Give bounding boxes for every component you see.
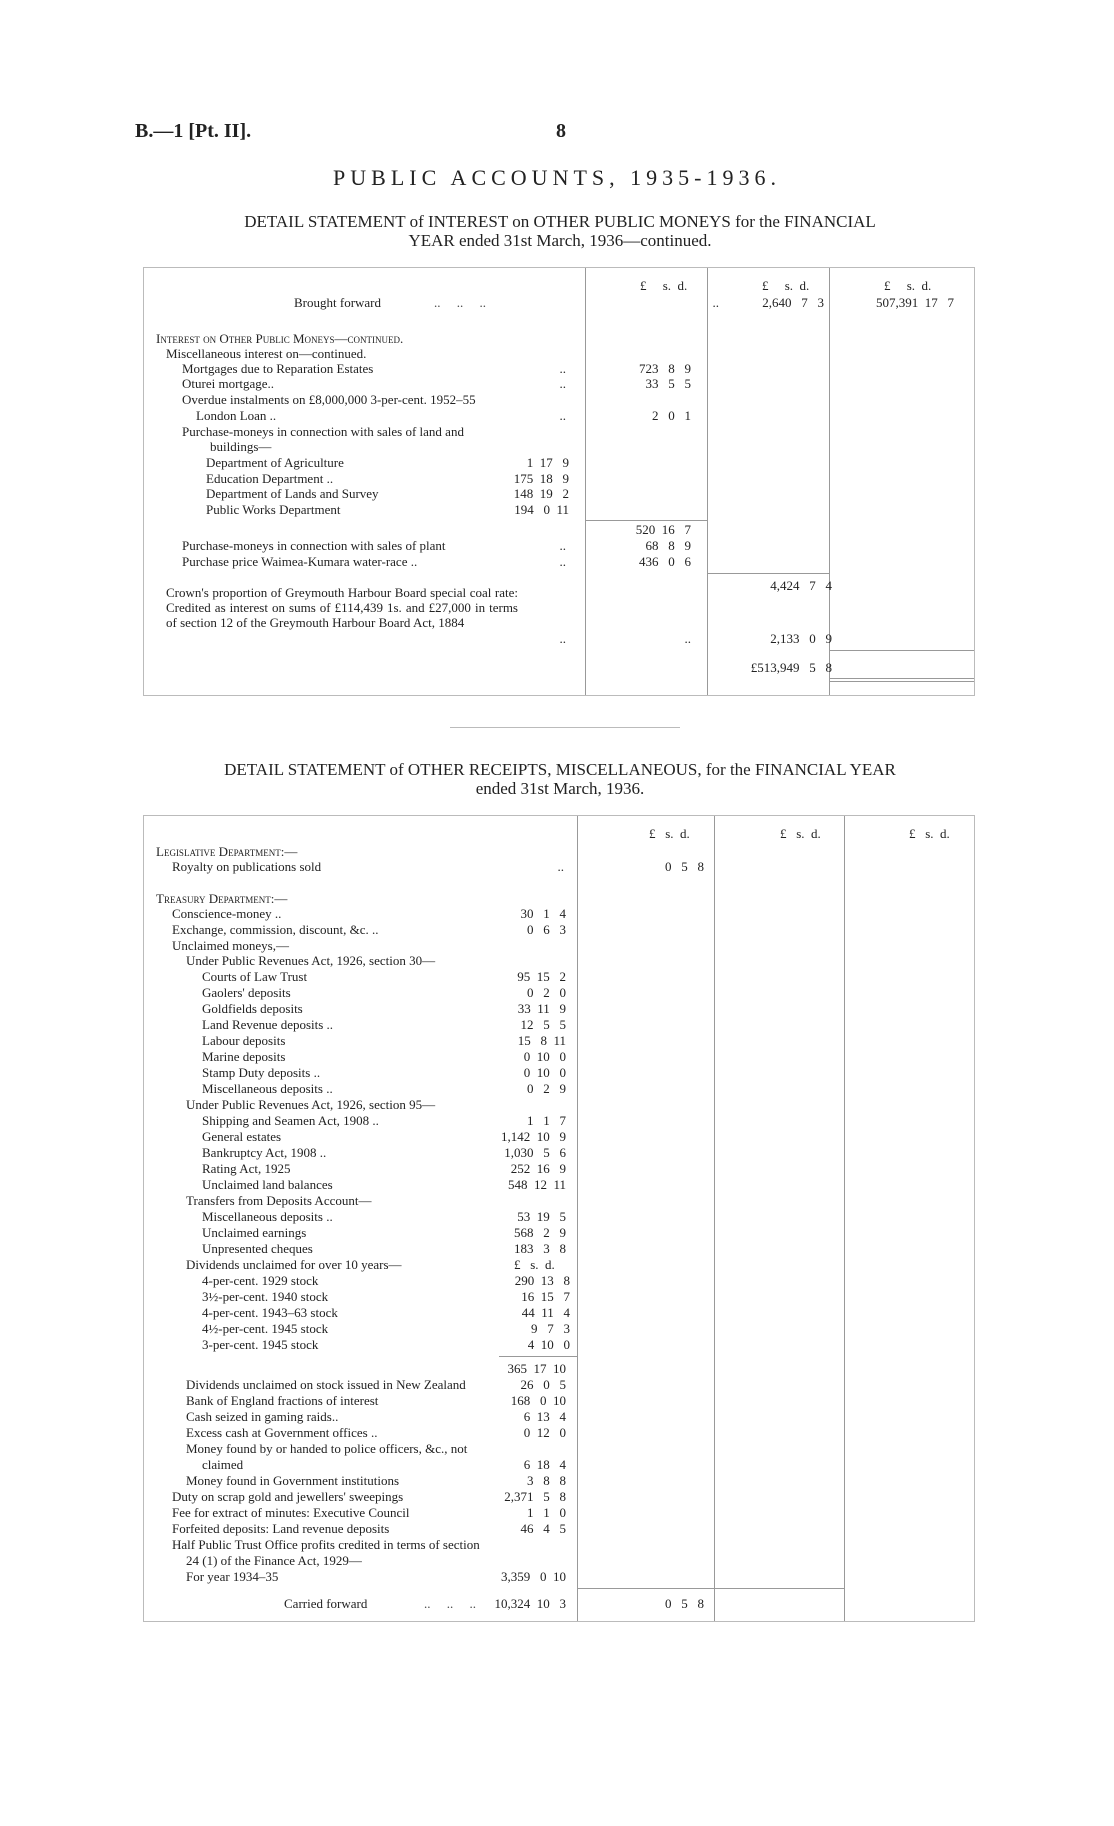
row-col1: 0 12 0 — [523, 1425, 566, 1440]
row-label: Public Works Department — [206, 502, 341, 517]
s1-col1-header: £ s. d. — [640, 278, 688, 293]
row-label: 4-per-cent. 1943–63 stock — [202, 1305, 338, 1320]
page-number: 8 — [556, 120, 566, 142]
row-col1: .. — [559, 408, 566, 423]
dividend-amount: 9 7 3 — [531, 1321, 570, 1336]
row-label: 4-per-cent. 1929 stock — [202, 1273, 319, 1288]
row-col1: 0 6 3 — [527, 922, 566, 937]
s1-misc-heading: Miscellaneous interest on—continued. — [166, 346, 367, 361]
row-label: Rating Act, 1925 — [202, 1161, 291, 1176]
s2-cf-col2: 0 5 8 — [665, 1596, 704, 1611]
statement-1-title — [140, 212, 980, 250]
section-divider — [450, 727, 680, 728]
row-col1: 12 5 5 — [520, 1017, 566, 1032]
row-col1: 0 10 0 — [523, 1049, 566, 1064]
row-label: Miscellaneous deposits .. — [202, 1209, 333, 1224]
row-col1: 0 10 0 — [523, 1065, 566, 1080]
dividend-amount: 290 13 8 — [514, 1273, 570, 1288]
row-col1: 568 2 9 — [514, 1225, 566, 1240]
row-label: Labour deposits — [202, 1033, 286, 1048]
s2-dividend-total: 365 17 10 — [507, 1361, 566, 1376]
statement-1-title-line-2: YEAR ended 31st March, 1936—continued. — [408, 231, 712, 250]
row-label: Gaolers' deposits — [202, 985, 291, 1000]
s1-bf-col3: 507,391 17 7 — [876, 295, 954, 310]
row-col1: 53 19 5 — [517, 1209, 566, 1224]
row-col1: 6 13 4 — [523, 1409, 566, 1424]
s2-dividends-currency: £ s. d. — [514, 1257, 555, 1272]
row-col1: 0 2 9 — [527, 1081, 566, 1096]
row-label: Courts of Law Trust — [202, 969, 308, 984]
row-col2: 436 0 6 — [639, 554, 691, 569]
row-label: Fee for extract of minutes: Executive Council — [172, 1505, 410, 1520]
row-col1: .. — [559, 376, 566, 391]
statement-2-title-line-2: ended 31st March, 1936. — [475, 779, 645, 798]
row-col1: 1,142 10 9 — [501, 1129, 566, 1144]
row-label: Land Revenue deposits .. — [202, 1017, 334, 1032]
row-label: Department of Lands and Survey — [206, 486, 379, 501]
s2-row: Unclaimed moneys,— — [172, 938, 289, 953]
row-col1: 6 18 4 — [523, 1457, 566, 1472]
row-col2: 2 0 1 — [652, 408, 691, 423]
s1-crown-proportion: Crown's proportion of Greymouth Harbour Board special coal rate: Credited as interest on sums of £114,439 1s. and £27,000 in terms of section 12 of the Greymouth Harbour Board Act, 1884 — [166, 585, 518, 630]
row-col1: 1 1 0 — [527, 1505, 566, 1520]
row-col1: 168 0 10 — [510, 1393, 566, 1408]
row-col2: 723 8 9 — [639, 361, 691, 376]
statement-2-table — [143, 815, 975, 1622]
s1-row: buildings— — [210, 439, 272, 454]
row-label: Bank of England fractions of interest — [186, 1393, 379, 1408]
row-col1: .. — [559, 538, 566, 553]
row-label: Excess cash at Government offices .. — [186, 1425, 378, 1440]
row-col2: 68 8 9 — [645, 538, 691, 553]
s1-brought-forward-label: Brought forward — [294, 295, 382, 310]
row-label: Stamp Duty deposits .. — [202, 1065, 321, 1080]
row-label: Bankruptcy Act, 1908 .. — [202, 1145, 327, 1160]
s2-carried-forward-label: Carried forward — [284, 1596, 368, 1611]
row-col2: 0 5 8 — [665, 859, 704, 874]
s1-col3-header: £ s. d. — [884, 278, 932, 293]
dividend-amount: 44 11 4 — [521, 1305, 570, 1320]
s2-cf-col1: 10,324 10 3 — [494, 1596, 566, 1611]
statement-1-title-line-1: DETAIL STATEMENT of INTEREST on OTHER PUBLIC MONEYS for the FINANCIAL — [244, 212, 876, 231]
row-label: Education Department .. — [206, 471, 334, 486]
statement-1-table — [143, 267, 975, 696]
row-col1: 33 11 9 — [517, 1001, 566, 1016]
page-title: PUBLIC ACCOUNTS, 1935-1936. — [333, 165, 781, 190]
row-label: claimed — [202, 1457, 244, 1472]
row-label: Department of Agriculture — [206, 455, 344, 470]
row-label: Conscience-money .. — [172, 906, 282, 921]
row-col1: 3 8 8 — [527, 1473, 566, 1488]
s1-bf-col2: 2,640 7 3 — [762, 295, 824, 310]
s2-row: Under Public Revenues Act, 1926, section 30— — [186, 953, 436, 968]
row-col1: 1,030 5 6 — [504, 1145, 566, 1160]
row-label: Miscellaneous deposits .. — [202, 1081, 333, 1096]
leader-dots: .. .. .. — [424, 1596, 476, 1611]
row-col1: 194 0 11 — [514, 502, 569, 517]
dividend-amount: 4 10 0 — [527, 1337, 570, 1352]
row-col1: 252 16 9 — [510, 1161, 566, 1176]
row-col1: 148 19 2 — [513, 486, 569, 501]
row-col1: 175 18 9 — [513, 471, 569, 486]
s1-bf-col1: .. — [712, 295, 719, 310]
row-col1: 15 8 11 — [517, 1033, 566, 1048]
s1-col3-total: 4,424 7 4 — [770, 578, 832, 593]
row-col1: 95 15 2 — [517, 969, 566, 984]
row-col3: 2,133 0 9 — [770, 631, 832, 646]
row-label: Marine deposits — [202, 1049, 286, 1064]
row-col1: 548 12 11 — [507, 1177, 566, 1192]
row-col1: 2,371 5 8 — [504, 1489, 566, 1504]
row-label: Cash seized in gaming raids.. — [186, 1409, 339, 1424]
row-label: Mortgages due to Reparation Estates — [182, 361, 374, 376]
row-label: Unpresented cheques — [202, 1241, 313, 1256]
s2-legislative-heading: Legislative Department:— — [156, 844, 298, 859]
dividend-amount: 16 15 7 — [521, 1289, 570, 1304]
row-col1: .. — [557, 859, 564, 874]
row-label: Oturei mortgage.. — [182, 376, 275, 391]
row-col1: 26 0 5 — [520, 1377, 566, 1392]
row-col1: .. — [559, 361, 566, 376]
row-label: 3-per-cent. 1945 stock — [202, 1337, 319, 1352]
s1-col2-header: £ s. d. — [762, 278, 810, 293]
s2-row: Money found by or handed to police officers, &c., not — [186, 1441, 468, 1456]
row-col1: 0 2 0 — [527, 985, 566, 1000]
s1-grand-total: £513,949 5 8 — [750, 660, 832, 675]
s1-row: Overdue instalments on £8,000,000 3-per-cent. 1952–55 — [182, 392, 476, 407]
row-col1: 1 1 7 — [527, 1113, 566, 1128]
row-label: Unclaimed earnings — [202, 1225, 307, 1240]
statement-2-title — [140, 760, 980, 798]
row-label: Goldfields deposits — [202, 1001, 303, 1016]
row-col1: 30 1 4 — [520, 906, 566, 921]
row-col2: .. — [684, 631, 691, 646]
row-col1: 3,359 0 10 — [501, 1569, 566, 1584]
s1-subtotal: 520 16 7 — [635, 522, 691, 537]
row-label: For year 1934–35 — [186, 1569, 279, 1584]
row-label: Money found in Government institutions — [186, 1473, 400, 1488]
s2-col2-header: £ s. d. — [780, 826, 821, 841]
row-label: Dividends unclaimed on stock issued in New Zealand — [186, 1377, 466, 1392]
s1-section-heading: Interest on Other Public Moneys—continued. — [156, 331, 404, 346]
row-label: Duty on scrap gold and jewellers' sweepings — [172, 1489, 404, 1504]
row-label: General estates — [202, 1129, 282, 1144]
row-col1: 183 3 8 — [514, 1241, 566, 1256]
row-label: Shipping and Seamen Act, 1908 .. — [202, 1113, 379, 1128]
s2-row: Transfers from Deposits Account— — [186, 1193, 372, 1208]
row-label: Unclaimed land balances — [202, 1177, 333, 1192]
row-col1: 1 17 9 — [526, 455, 569, 470]
s2-col3-header: £ s. d. — [909, 826, 950, 841]
s2-dividends-heading: Dividends unclaimed for over 10 years— — [186, 1257, 402, 1272]
row-label: Purchase-moneys in connection with sales of plant — [182, 538, 446, 553]
row-col2: 33 5 5 — [645, 376, 691, 391]
row-label: London Loan .. — [196, 408, 277, 423]
statement-2-title-line-1: DETAIL STATEMENT of OTHER RECEIPTS, MISCELLANEOUS, for the FINANCIAL YEAR — [224, 760, 896, 779]
row-col1: .. — [559, 554, 566, 569]
row-label: Purchase price Waimea-Kumara water-race .. — [182, 554, 418, 569]
s2-row: Under Public Revenues Act, 1926, section 95— — [186, 1097, 436, 1112]
row-col1: .. — [559, 631, 566, 646]
s2-row: Half Public Trust Office profits credited in terms of section — [172, 1537, 480, 1552]
leader-dots: .. .. .. — [434, 295, 486, 310]
row-col1: 46 4 5 — [520, 1521, 566, 1536]
row-label: Royalty on publications sold — [172, 859, 322, 874]
row-label: Forfeited deposits: Land revenue deposits — [172, 1521, 390, 1536]
s2-treasury-heading: Treasury Department:— — [156, 891, 288, 906]
s2-col1-header: £ s. d. — [649, 826, 690, 841]
row-label: Exchange, commission, discount, &c. .. — [172, 922, 379, 937]
row-label: 4½-per-cent. 1945 stock — [202, 1321, 329, 1336]
s1-row: Purchase-moneys in connection with sales of land and — [182, 424, 464, 439]
s2-row: 24 (1) of the Finance Act, 1929— — [186, 1553, 362, 1568]
row-label: 3½-per-cent. 1940 stock — [202, 1289, 329, 1304]
document-reference: B.—1 [Pt. II]. — [135, 120, 252, 142]
